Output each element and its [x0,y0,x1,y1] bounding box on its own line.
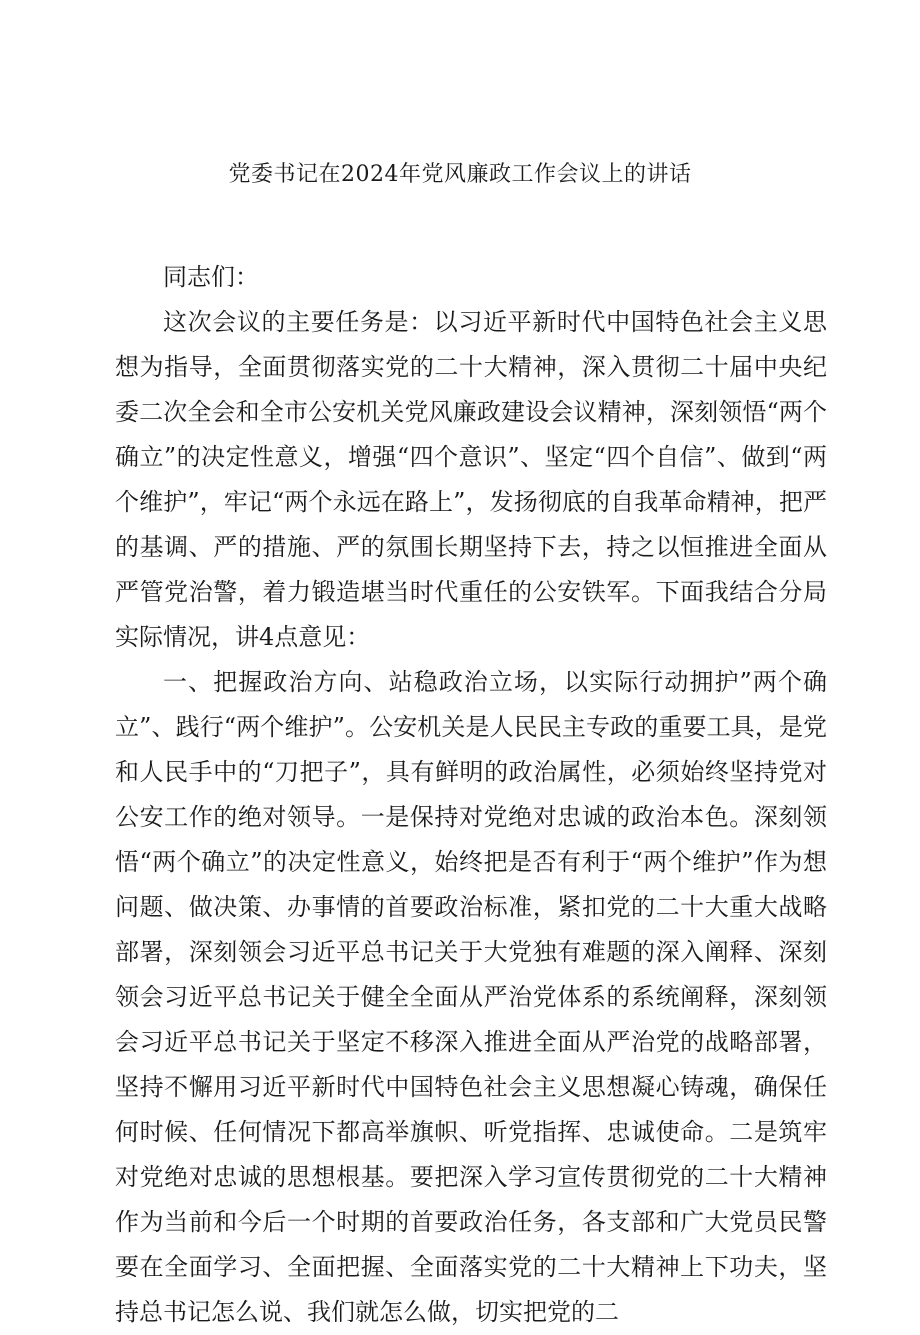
document-body [115,255,827,1335]
document-title: 党委书记在2024年党风廉政工作会议上的讲话 [228,162,692,187]
paragraph-section-1: 一、把握政治方向、站稳政治立场，以实际行动拥护”两个确立”、践行“两个维护”。公安机关是人民民主专政的重要工具，是党和人民手中的“刀把子”，具有鲜明的政治属性，必须始终坚持党对公安工作的绝对领导。一是保持对党绝对忠诚的政治本色。深刻领悟“两个确立”的决定性意义，始终把是否有利于“两个维护”作为想问题、做决策、办事情的首要政治标准，紧扣党的二十大重大战略部署，深刻领会习近平总书记关于大党独有难题的深入阐释、深刻领会习近平总书记关于健全全面从严治党体系的系统阐释，深刻领会习近平总书记关于坚定不移深入推进全面从严治党的战略部署，坚持不懈用习近平新时代中国特色社会主义思想凝心铸魂，确保任何时候、任何情况下都高举旗帜、听党指挥、忠诚使命。二是筑牢对党绝对忠诚的思想根基。要把深入学习宣传贯彻党的二十大精神作为当前和今后一个时期的首要政治任务，各支部和广大党员民警要在全面学习、全面把握、全面落实党的二十大精神上下功夫，坚持总书记怎么说、我们就怎么做，切实把党的二 [115,668,827,1326]
paragraph-intro: 这次会议的主要任务是：以习近平新时代中国特色社会主义思想为指导，全面贯彻落实党的二十大精神，深入贯彻二十届中央纪委二次全会和全市公安机关党风廉政建设会议精神，深刻领悟“两个确立”的决定性意义，增强“四个意识”、坚定“四个自信”、做到“两个维护”，牢记“两个永远在路上”，发扬彻底的自我革命精神，把严的基调、严的措施、严的氛围长期坚持下去，持之以恒推进全面从严管党治警，着力锻造堪当时代重任的公安铁军。下面我结合分局实际情况，讲4点意见： [115,308,827,651]
salutation: 同志们： [163,263,259,291]
